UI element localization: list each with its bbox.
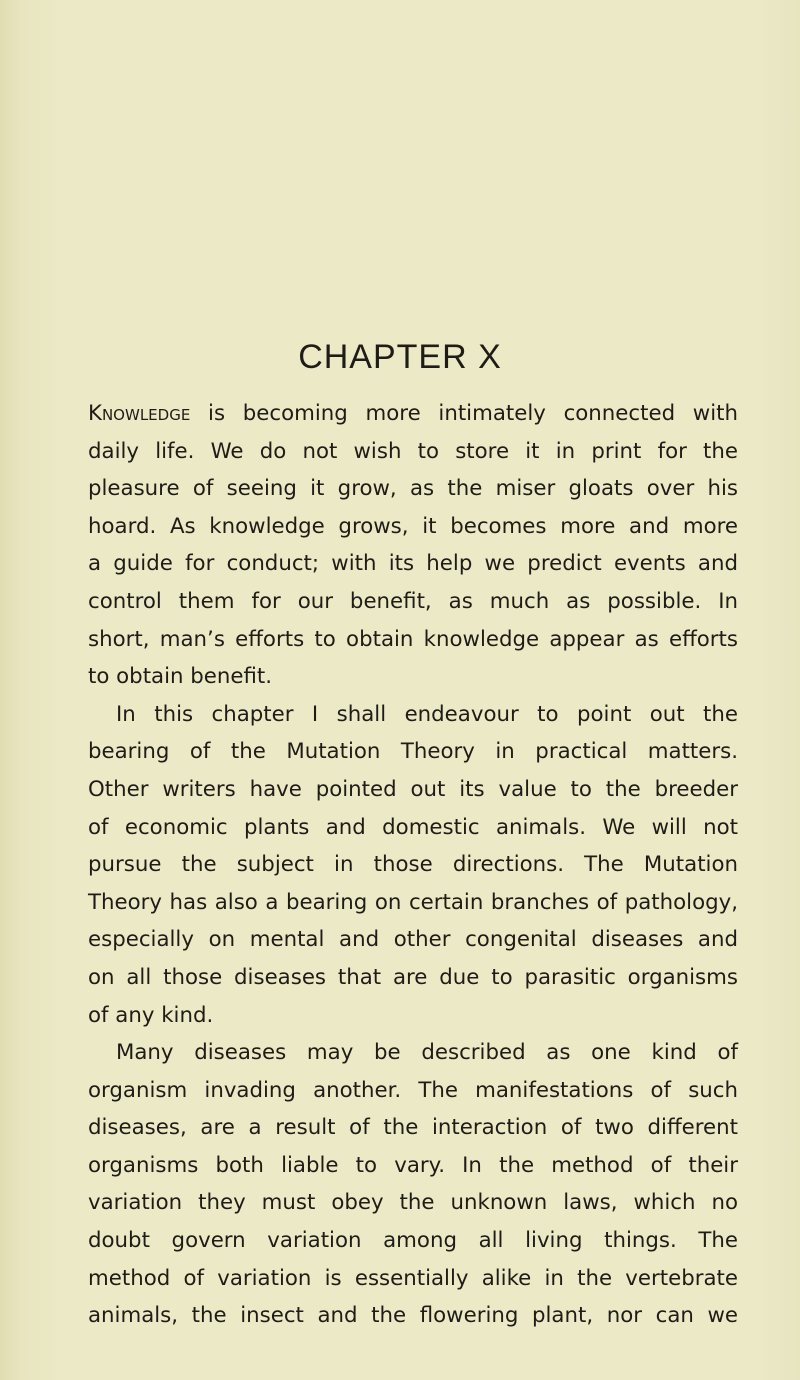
chapter-heading: CHAPTER X: [298, 338, 502, 376]
text-line: diseases, are a result of the interaction of two different: [88, 1115, 738, 1141]
text-line: on all those diseases that are due to parasitic organisms: [88, 964, 738, 990]
line-text: is becoming more intimately connected with: [190, 401, 738, 426]
text-line: animals, the insect and the flowering plant, nor can we: [88, 1303, 738, 1329]
text-line: method of variation is essentially alike in the vertebrate: [88, 1265, 738, 1291]
text-line: a guide for conduct; with its help we predict events and: [88, 551, 738, 577]
text-line: of economic plants and domestic animals. We will not: [88, 814, 738, 840]
text-line: [88, 395, 738, 433]
text-line: bearing of the Mutation Theory in practical matters.: [88, 739, 738, 765]
paragraph: [88, 696, 738, 1034]
text-line: to obtain benefit.: [88, 664, 273, 690]
text-line: daily life. We do not wish to store it in print for the: [88, 438, 738, 464]
text-line: organisms both liable to vary. In the method of their: [88, 1152, 738, 1178]
text-line: doubt govern variation among all living things. The: [88, 1228, 738, 1254]
text-line: of any kind.: [88, 1002, 214, 1028]
text-line: variation they must obey the unknown laws, which no: [88, 1190, 738, 1216]
text-line: pleasure of seeing it grow, as the miser gloats over his: [88, 476, 738, 502]
text-line: In this chapter I shall endeavour to point out the: [116, 701, 738, 727]
drop-word: Knowledge: [88, 401, 191, 426]
text-line: hoard. As knowledge grows, it becomes more and more: [88, 513, 738, 539]
text-line: Other writers have pointed out its value to the breeder: [88, 776, 738, 802]
text-line: organism invading another. The manifestations of such: [88, 1077, 738, 1103]
text-line: Theory has also a bearing on certain branches of pathology,: [88, 889, 738, 915]
text-line: short, man’s efforts to obtain knowledge appear as efforts: [88, 626, 738, 652]
paragraph: [88, 395, 738, 696]
text-line: control them for our benefit, as much as possible. In: [88, 588, 738, 614]
chapter-body: [88, 395, 738, 1335]
text-line: especially on mental and other congenital diseases and: [88, 927, 738, 953]
text-line: Many diseases may be described as one kind of: [116, 1040, 738, 1066]
paragraph: [88, 1034, 738, 1335]
text-line: pursue the subject in those directions. The Mutation: [88, 852, 738, 878]
